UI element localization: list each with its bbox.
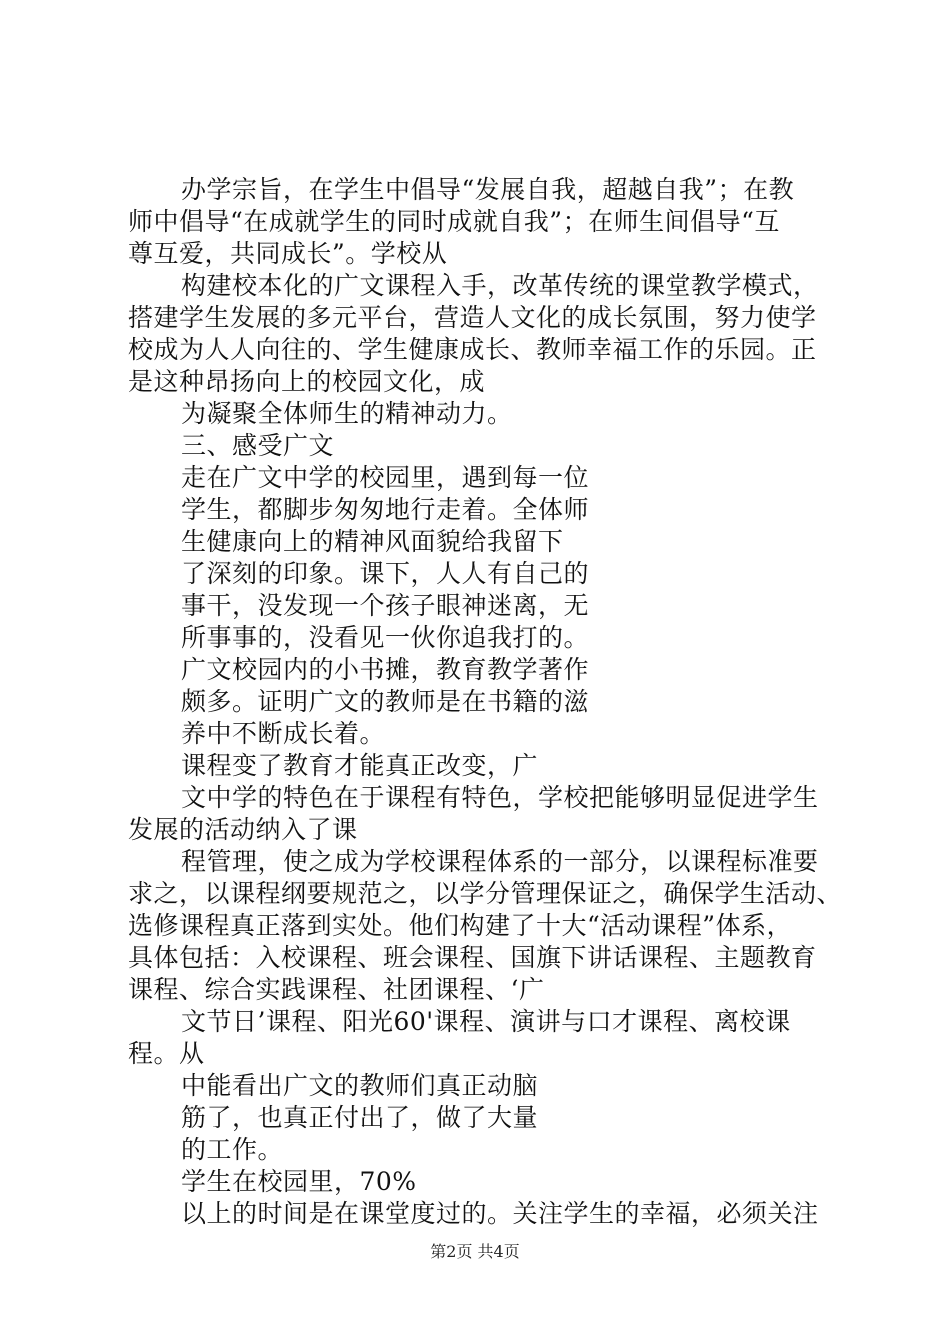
- page-footer: 第2页 共4页: [430, 1242, 520, 1261]
- text-line: 搭建学生发展的多元平台，营造人文化的成长氛围，努力使学: [128, 303, 817, 332]
- text-line: 走在广文中学的校园里，遇到每一位: [181, 463, 590, 492]
- text-line: 具体包括：入校课程、班会课程、国旗下讲话课程、主题教育: [128, 943, 817, 972]
- text-line: 颇多。证明广文的教师是在书籍的滋: [181, 687, 590, 716]
- text-line: 文节日’课程、阳光60'课程、演讲与口才课程、离校课: [181, 1007, 791, 1036]
- text-line: 生健康向上的精神风面貌给我留下: [181, 527, 564, 556]
- text-line: 课程、综合实践课程、社团课程、‘广: [128, 975, 545, 1004]
- text-line: 为凝聚全体师生的精神动力。: [181, 399, 513, 428]
- text-line: 构建校本化的广文课程入手，改革传统的课堂教学模式，: [181, 271, 819, 300]
- text-line: 选修课程真正落到实处。他们构建了十大“活动课程”体系，: [128, 911, 793, 940]
- text-line: 程。从: [128, 1039, 205, 1068]
- text-line: 求之，以课程纲要规范之，以学分管理保证之，确保学生活动、: [128, 879, 843, 908]
- text-line: 广文校园内的小书摊，教育教学著作: [181, 655, 590, 684]
- text-line: 办学宗旨，在学生中倡导“发展自我，超越自我”；在教: [181, 175, 795, 204]
- text-line: 校成为人人向往的、学生健康成长、教师幸福工作的乐园。正: [128, 335, 817, 364]
- text-line: 所事事的，没看见一伙你追我打的。: [181, 623, 590, 652]
- text-line: 是这种昂扬向上的校园文化，成: [128, 367, 486, 396]
- text-line: 课程变了教育才能真正改变，广: [181, 751, 539, 780]
- text-line: 师中倡导“在成就学生的同时成就自我”；在师生间倡导“互: [128, 207, 780, 236]
- text-line: 发展的活动纳入了课: [128, 815, 358, 844]
- text-line: 以上的时间是在课堂度过的。关注学生的幸福，必须关注: [181, 1199, 819, 1228]
- text-line: 养中不断成长着。: [181, 719, 386, 748]
- text-line: 学生，都脚步匆匆地行走着。全体师: [181, 495, 590, 524]
- text-line: 的工作。: [181, 1135, 284, 1164]
- text-line: 程管理，使之成为学校课程体系的一部分，以课程标准要: [181, 847, 819, 876]
- text-line: 尊互爱，共同成长”。学校从: [128, 239, 448, 268]
- text-line: 筋了，也真正付出了，做了大量: [181, 1103, 539, 1132]
- text-line: 中能看出广文的教师们真正动脑: [181, 1071, 539, 1100]
- text-line: 学生在校园里，70%: [181, 1167, 417, 1196]
- text-line: 事干，没发现一个孩子眼神迷离，无: [181, 591, 590, 620]
- section-heading: 三、感受广文: [181, 431, 335, 460]
- text-line: 文中学的特色在于课程有特色，学校把能够明显促进学生: [181, 783, 819, 812]
- text-line: 了深刻的印象。课下，人人有自己的: [181, 559, 590, 588]
